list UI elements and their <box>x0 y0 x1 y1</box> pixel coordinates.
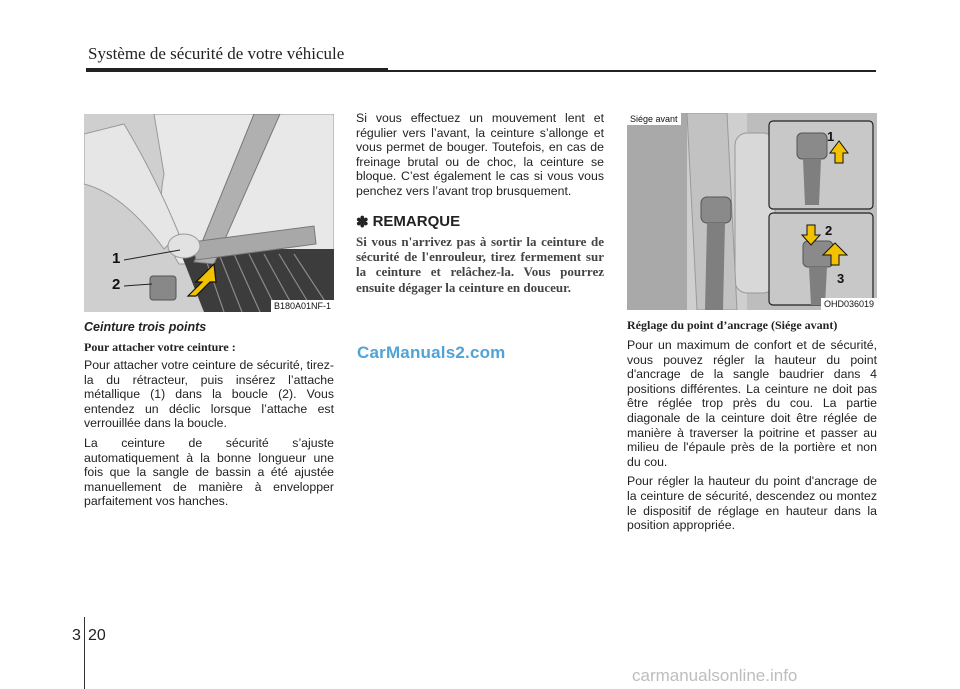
watermark-carmanuals: CarManuals2.com <box>357 343 506 362</box>
chapter-number: 3 <box>72 627 81 644</box>
note-star-icon: ✽ <box>356 213 369 231</box>
watermark-bottom: carmanualsonline.info <box>632 666 798 685</box>
header-rule <box>86 68 388 72</box>
figure-caption: Ceinture trois points <box>84 320 207 334</box>
remarque-title: REMARQUE <box>372 213 461 231</box>
column-left <box>84 114 334 509</box>
section-subhead: Pour attacher votre ceinture : <box>84 340 236 354</box>
figure-anchor-adjust <box>627 113 877 310</box>
figure-label-2: 2 <box>825 223 833 238</box>
paragraph: Pour un maximum de confort et de sécurité, vous pouvez régler la hauteur du point d'ancrage de la sangle baudrier dans 4 positions différentes. La ceinture ne doit pas être réglée trop près du cou. La partie diagonale de la ceinture doit être réglée de manière à traverser la poitrine et passer au milieu de l'épaule près de la portière et non du cou. <box>627 338 877 469</box>
paragraph: Pour attacher votre ceinture de sécurité, tirez-la du rétracteur, puis insérez l’attache métallique (1) dans la boucle (2). Vous entendez un déclic lorsque l’attache est verrouillée dans la boucle. <box>84 358 334 431</box>
figure-code: OHD036019 <box>821 298 877 310</box>
remarque-heading <box>356 213 604 231</box>
footer-rule <box>84 617 85 689</box>
figure-code: B180A01NF-1 <box>271 300 334 312</box>
figure-tag: Siége avant <box>627 113 681 125</box>
figure-label-3: 3 <box>837 271 845 286</box>
paragraph: Pour régler la hauteur du point d'ancrage de la ceinture de sécurité, descendez ou montez le dispositif de réglage en hauteur dans la position appropriée. <box>627 474 877 533</box>
page-number: 20 <box>88 627 106 644</box>
figure-label-1: 1 <box>112 250 121 267</box>
section-subhead: Réglage du point d’ancrage (Siége avant) <box>627 318 838 332</box>
column-right <box>627 113 877 533</box>
column-middle <box>356 108 604 295</box>
figure-label-2: 2 <box>112 276 121 293</box>
header-rule-thin <box>388 70 876 72</box>
paragraph: Si vous effectuez un mouvement lent et régulier vers l’avant, la ceinture s’allonge et vous permet de bouger. Toutefois, en cas de freinage brutal ou de choc, la ceinture se bloque. C’est également le cas si vous vous penchez vers l’avant trop brusquement. <box>356 111 604 198</box>
page-header-title: Système de sécurité de votre véhicule <box>88 44 345 63</box>
figure-label-1: 1 <box>827 129 835 144</box>
seatbelt-illustration <box>84 114 334 312</box>
paragraph: La ceinture de sécurité s’ajuste automatiquement à la bonne longueur une fois que la sangle de bassin a été ajustée manuellement de manière à envelopper parfaitement vos hanches. <box>84 435 334 509</box>
remarque-body: Si vous n'arrivez pas à sortir la ceinture de sécurité de l'enrouleur, tirez fermement sur la ceinture et relâchez-la. Vous pourrez ensuite dégager la ceinture en douceur. <box>356 233 604 295</box>
figure-seatbelt-fastening <box>84 114 334 312</box>
